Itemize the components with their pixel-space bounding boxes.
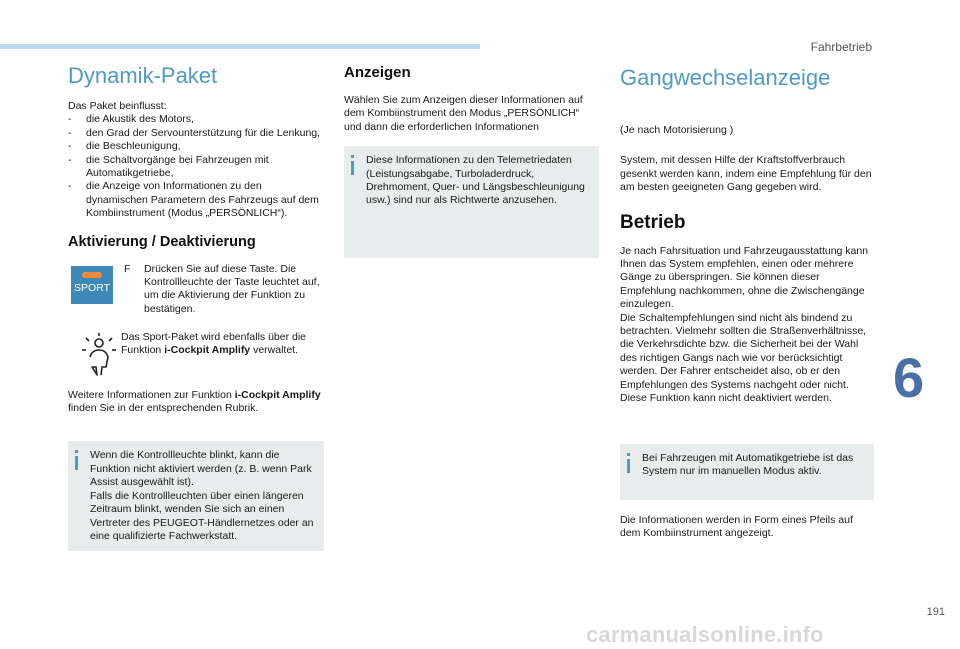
info-box-automatik [620, 444, 874, 500]
icockpit-block [68, 331, 324, 381]
icockpit-text: Das Sport-Paket wird ebenfalls über die Funktion i-Cockpit Amplify verwaltet. [121, 330, 307, 357]
info-box-telemetrie [344, 146, 599, 258]
feature-list [68, 113, 324, 220]
chapter-number: 6 [893, 346, 925, 409]
info-icon [627, 453, 630, 473]
footer-watermark: carmanualsonline.info [586, 622, 824, 647]
list-item: - die Schaltvorgänge bei Fahrzeugen mit Automatikgetriebe, [68, 154, 324, 181]
page-number: 191 [926, 606, 945, 618]
step-block [68, 263, 324, 325]
column-anzeigen [344, 64, 599, 258]
closing-text: Die Informationen werden in Form eines Pfeils auf dem Kombiinstrument angezeigt. [620, 513, 853, 539]
info-text: Diese Informationen zu den Telemetriedaten (Leistungsabgabe, Turboladerdruck, Drehmoment, Quer- und Längsbeschleunigung usw.) sind nur als Richtwerte anzusehen. [366, 154, 585, 207]
info-icon [351, 155, 354, 175]
step-marker: F [124, 262, 131, 275]
column-gangwechselanzeige [620, 64, 876, 540]
betrieb-paragraph: Je nach Fahrsituation und Fahrzeugausstattung kann Ihnen das System empfehlen, einen oder mehrere Gänge zu überspringen. Sie können dieser Empfehlung nachkommen, ohne die Zwischengänge einzulegen. [620, 244, 869, 311]
list-item: - die Beschleunigung, [68, 140, 324, 153]
info-icon [75, 450, 78, 470]
header-accent-bar [0, 44, 480, 49]
subtitle-betrieb: Betrieb [620, 211, 686, 233]
i-cockpit-amplify-icon [78, 333, 120, 377]
step-text: Drücken Sie auf diese Taste. Die Kontrollleuchte der Taste leuchtet auf, um die Aktivierung der Funktion zu bestätigen. [144, 262, 320, 315]
info-box-warning [68, 441, 324, 551]
motorisierung-note: (Je nach Motorisierung ) [620, 124, 734, 136]
sport-button-icon [71, 266, 113, 304]
column-dynamik-paket [68, 62, 324, 551]
intro-text: Das Paket beinflusst: [68, 100, 167, 112]
sport-indicator-led [82, 272, 102, 278]
system-description: System, mit dessen Hilfe der Kraftstoffverbrauch gesenkt werden kann, indem eine Empfehlung für den am besten geeigneten Gang gegeben wird. [620, 154, 872, 194]
info-text: Falls die Kontrollleuchten über einen längeren Zeitraum blinkt, wenden Sie sich an einen Vertreter des PEUGEOT-Händlernetzes oder an eine qualifizierte Fachwerkstatt. [90, 489, 314, 542]
title-gangwechselanzeige: Gangwechselanzeige [620, 65, 831, 90]
list-item: - den Grad der Servounterstützung für die Lenkung, [68, 127, 324, 140]
subtitle-aktivierung: Aktivierung / Deaktivierung [68, 233, 256, 250]
info-text: Bei Fahrzeugen mit Automatikgetriebe ist das System nur im manuellen Modus aktiv. [642, 451, 854, 477]
title-dynamik-paket: Dynamik-Paket [68, 63, 218, 88]
list-item: - die Anzeige von Informationen zu den dynamischen Parametern des Fahrzeugs auf dem Kombiinstrument (Modus „PERSÖNLICH“). [68, 180, 324, 220]
info-text: Wenn die Kontrollleuchte blinkt, kann die Funktion nicht aktiviert werden (z. B. wenn Park Assist ausgewählt ist). [90, 449, 312, 489]
title-anzeigen: Anzeigen [344, 64, 411, 81]
sport-label: SPORT [74, 281, 110, 294]
betrieb-paragraph: Die Schaltempfehlungen sind nicht als bindend zu betrachten. Vielmehr sollten die Straßenverhältnisse, die Verkehrsdichte bzw. die Sicherheit bei der Wahl des richtigen Gangs nach wie vor berücksichtigt werden. Der Fahrer entscheidet also, ob er den Empfehlungen des Systems nachgeht oder nicht. [620, 311, 867, 391]
more-info-text: Weitere Informationen zur Funktion i-Cockpit Amplify finden Sie in der entsprechenden Rubrik. [68, 388, 321, 415]
list-item: - die Akustik des Motors, [68, 113, 324, 126]
anzeigen-text: Wählen Sie zum Anzeigen dieser Informationen auf dem Kombiinstrument den Modus „PERSÖNLICH“ und dann die erforderlichen Informationen [344, 94, 583, 133]
betrieb-paragraph: Diese Funktion kann nicht deaktiviert werden. [620, 392, 832, 405]
section-header: Fahrbetrieb [810, 40, 872, 54]
